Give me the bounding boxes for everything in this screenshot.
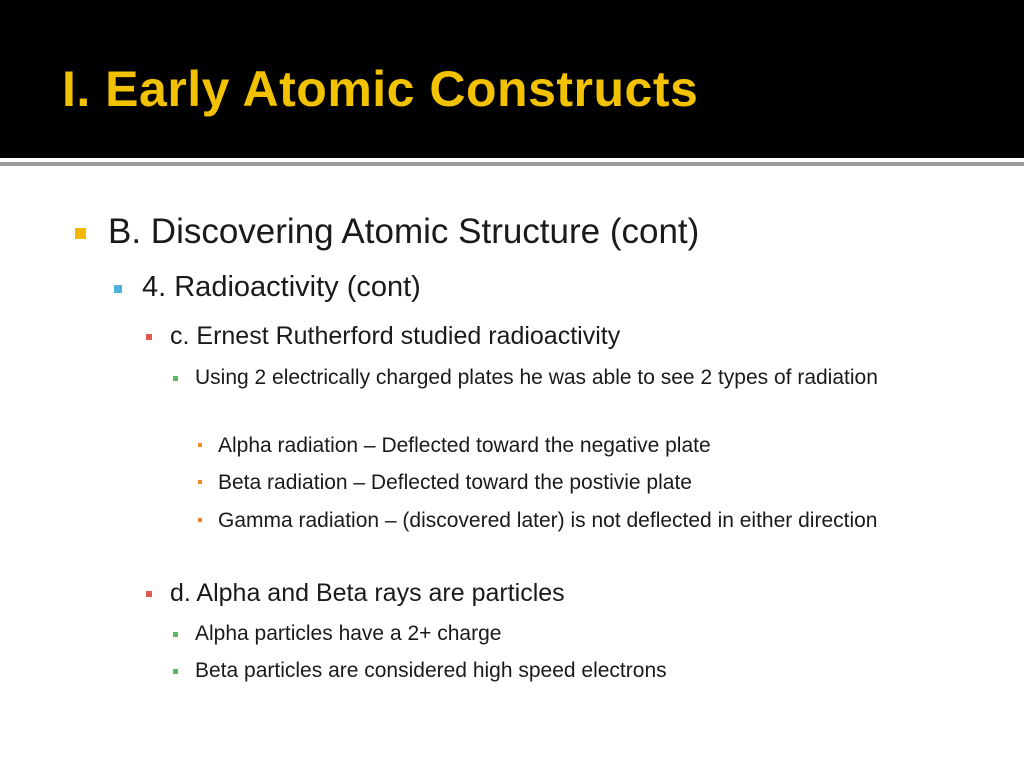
square-bullet-icon [75, 228, 86, 239]
bullet-text: Alpha radiation – Deflected toward the negative plate [218, 434, 711, 457]
bullet-item-level-5 [218, 468, 692, 498]
bullet-item-level-4 [195, 619, 501, 649]
bullet-item-level-5 [218, 506, 988, 536]
bullet-text: Gamma radiation – (discovered later) is not deflected in either direction [218, 509, 878, 532]
square-bullet-icon [173, 376, 178, 381]
bullet-text: Beta radiation – Deflected toward the postivie plate [218, 471, 692, 494]
square-bullet-icon [198, 443, 202, 447]
square-bullet-icon [146, 591, 152, 597]
square-bullet-icon [146, 334, 152, 340]
bullet-item-level-1 [108, 212, 699, 252]
bullet-text: c. Ernest Rutherford studied radioactivity [170, 322, 621, 350]
square-bullet-icon [173, 669, 178, 674]
slide-title: I. Early Atomic Constructs [62, 61, 699, 117]
bullet-text: 4. Radioactivity (cont) [142, 271, 421, 303]
square-bullet-icon [198, 480, 202, 484]
square-bullet-icon [198, 518, 202, 522]
bullet-text: B. Discovering Atomic Structure (cont) [108, 212, 700, 251]
square-bullet-icon [114, 285, 122, 293]
square-bullet-icon [173, 632, 178, 637]
bullet-text: d. Alpha and Beta rays are particles [170, 579, 565, 607]
bullet-item-level-5 [218, 431, 711, 461]
bullet-item-level-2 [142, 270, 421, 304]
bullet-text: Beta particles are considered high speed electrons [195, 659, 667, 682]
bullet-item-level-4 [195, 363, 985, 393]
bullet-text: Using 2 electrically charged plates he was able to see 2 types of radiation [195, 366, 878, 389]
bullet-text: Alpha particles have a 2+ charge [195, 622, 502, 645]
bullet-item-level-3 [170, 578, 565, 608]
bullet-item-level-4 [195, 656, 667, 686]
bullet-item-level-3 [170, 321, 620, 351]
